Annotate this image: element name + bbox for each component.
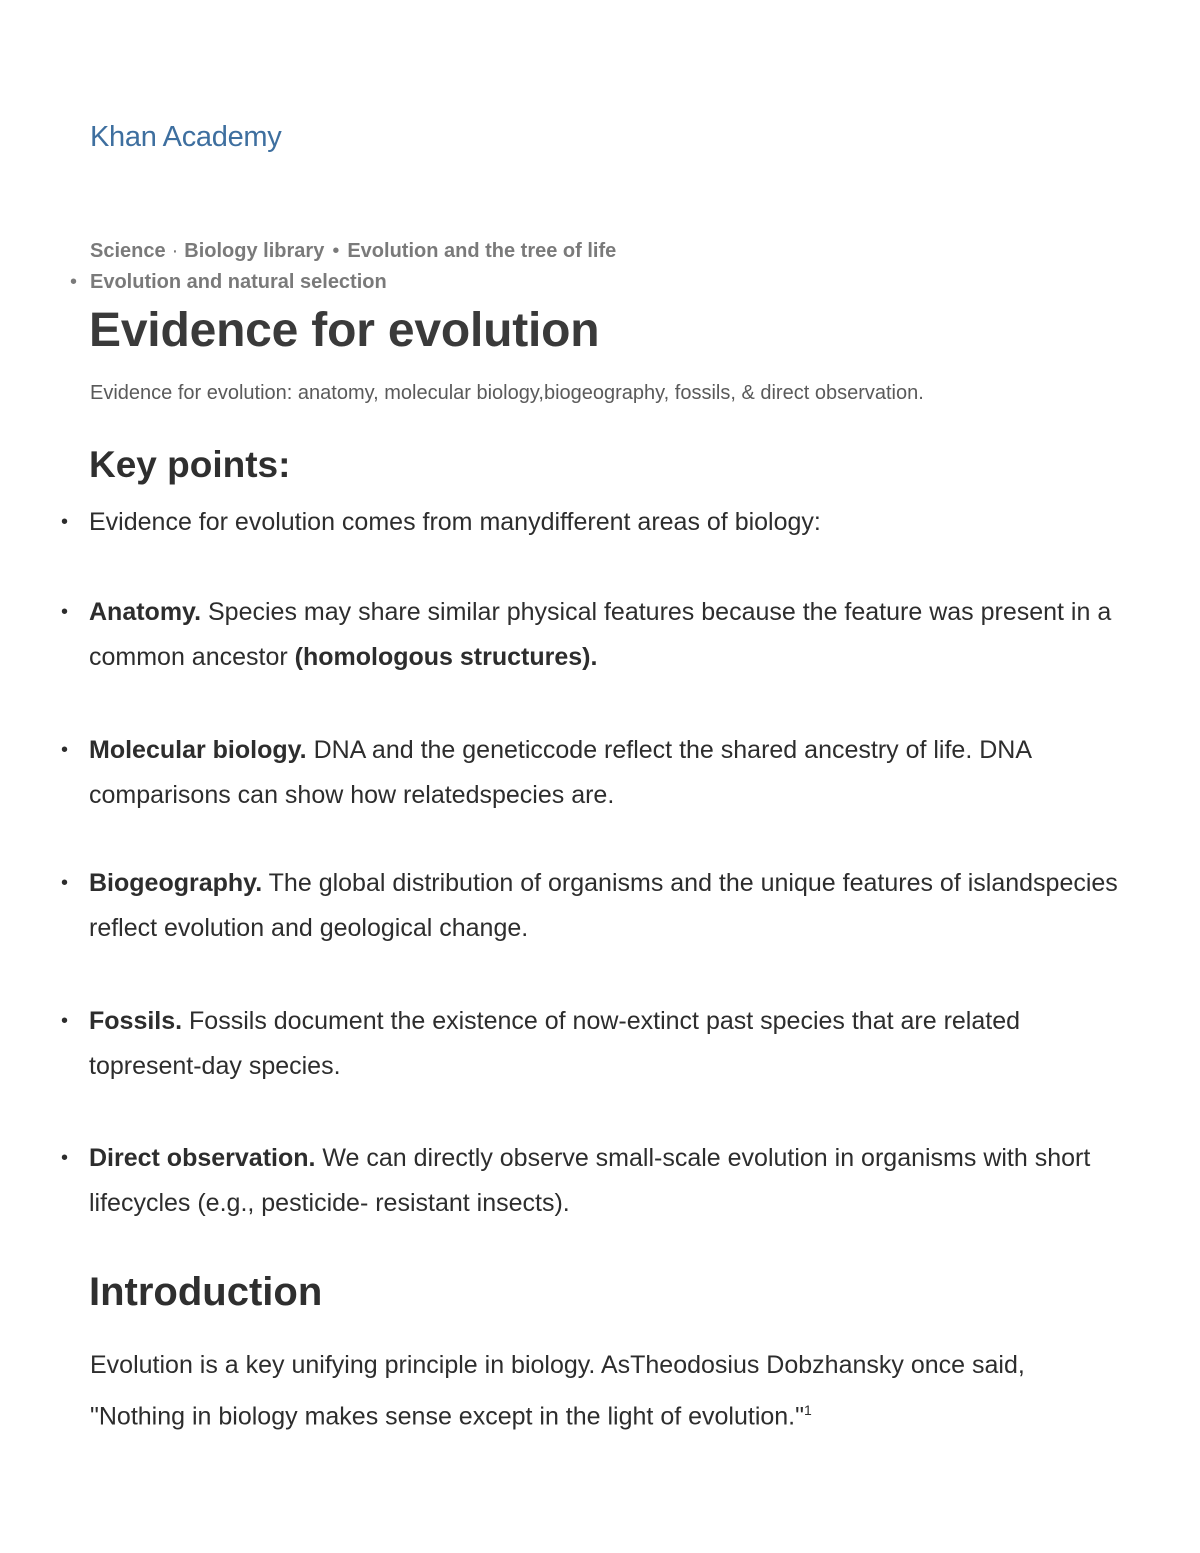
key-point-text: Anatomy. Species may share similar physical features because the feature was present in a common ancestor (homologous structures). xyxy=(89,598,1112,671)
key-points-heading: Key points: xyxy=(89,444,291,485)
article-subtitle: Evidence for evolution: anatomy, molecular biology,biogeography, fossils, & direct observation. xyxy=(90,382,924,404)
key-point-lead: Biogeography. xyxy=(89,869,263,897)
breadcrumb-separator: • xyxy=(332,240,340,262)
key-point-text: Direct observation. We can directly observe small-scale evolution in organisms with short lifecycles (e.g., pesticide- resistant insects). xyxy=(89,1144,1091,1217)
key-point-lead: Fossils. xyxy=(89,1007,183,1035)
key-point-lead: Anatomy. xyxy=(89,598,202,626)
key-point-lead: Direct observation. xyxy=(89,1144,316,1172)
section-heading-introduction: Introduction xyxy=(89,1270,323,1314)
intro-paragraph: Evolution is a key unifying principle in biology. AsTheodosius Dobzhansky once said, "Nothing in biology makes sense except in the light of evolution."$^1$ xyxy=(90,1351,1025,1431)
page-title: Evidence for evolution xyxy=(89,304,600,357)
bullet-marker: • xyxy=(61,511,69,533)
breadcrumb-separator: • xyxy=(70,271,78,293)
key-point-text: Biogeography. The global distribution of organisms and the unique features of islandspecies reflect evolution and geological change. xyxy=(89,869,1118,942)
bullet-marker: • xyxy=(61,601,69,623)
key-point-text: Molecular biology. DNA and the geneticcode reflect the shared ancestry of life. DNA comparisons can show how relatedspecies are. xyxy=(89,736,1031,809)
breadcrumb-separator: · xyxy=(171,240,179,262)
footnote-reference[interactable]: 1 xyxy=(804,1402,812,1418)
bullet-marker: • xyxy=(61,739,69,761)
breadcrumb xyxy=(70,236,616,298)
bullet-marker: • xyxy=(61,1147,69,1169)
bullet-marker: • xyxy=(61,872,69,894)
breadcrumb-item-biology-library[interactable]: Biology library xyxy=(184,240,325,262)
key-point-text: Fossils. Fossils document the existence of now-extinct past species that are related topresent-day species. xyxy=(89,1007,1021,1080)
key-point-text: Evidence for evolution comes from manydifferent areas of biology: xyxy=(89,508,821,536)
key-point-lead: Molecular biology. xyxy=(89,736,307,764)
site-brand-link[interactable]: Khan Academy xyxy=(90,121,282,153)
breadcrumb-item-science[interactable]: Science xyxy=(90,240,166,262)
breadcrumb-item-evolution-tree[interactable]: Evolution and the tree of life xyxy=(347,240,617,262)
bullet-marker: • xyxy=(61,1010,69,1032)
breadcrumb-item-natural-selection[interactable]: Evolution and natural selection xyxy=(90,271,387,293)
key-point-term: (homologous structures). xyxy=(294,643,598,671)
